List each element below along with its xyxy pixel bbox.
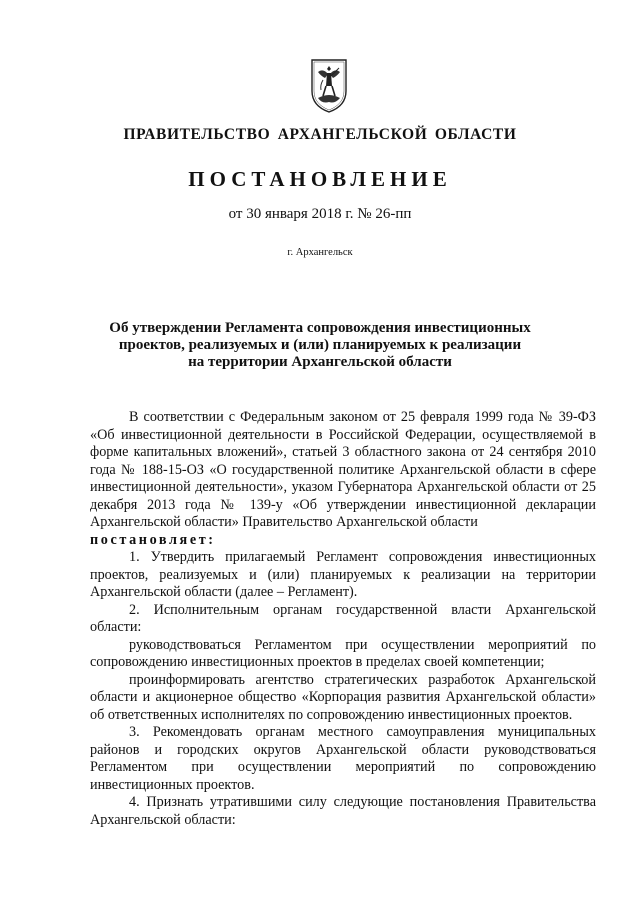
list-item: проинформировать агентство стратегических разработок Архангельской области и акционерное общество «Корпорация развития Архангельской области» об ответственных исполнителях по сопровождению инвестиционных проектов. <box>90 671 596 723</box>
coat-of-arms-emblem <box>309 58 349 114</box>
list-item: 1. Утвердить прилагаемый Регламент сопровождения инвестиционных проектов, реализуемых и (или) планируемых к реализации на территории Архангельской области (далее – Регламент). <box>90 549 596 600</box>
document-date-number: от 30 января 2018 г. № 26-пп <box>228 206 412 222</box>
title-line: на территории Архангельской области <box>188 354 452 370</box>
document-type-heading: ПОСТАНОВЛЕНИЕ <box>188 167 452 191</box>
government-name: ПРАВИТЕЛЬСТВО АРХАНГЕЛЬСКОЙ ОБЛАСТИ <box>123 126 517 143</box>
decree-word: постановляет <box>90 531 209 548</box>
decree-colon: : <box>208 531 214 548</box>
title-line: проектов, реализуемых и (или) планируемых к реализации <box>118 337 522 353</box>
document-title <box>100 320 540 371</box>
title-line: Об утверждении Регламента сопровождения инвестиционных <box>109 320 531 336</box>
preamble-text: В соответствии с Федеральным законом от 25 февраля 1999 года № 39-ФЗ «Об инвестиционной деятельности в Российской Федерации, осуществляемой в форме капитальных вложений», статьей 3 областного закона от 24 сентября 2010 года № 188-15-ОЗ «О государственной политике Архангельской области в сфере инвестиционной деятельности», указом Губернатора Архангельской области от 25 декабря 2013 года № 139-у «Об утверждении инвестиционной декларации Архангельской области» Правительство Архангельской области <box>90 409 596 530</box>
preamble-paragraph <box>90 409 596 549</box>
city-label: г. Архангельск <box>287 247 353 258</box>
list-item: 2. Исполнительным органам государственной власти Архангельской области: <box>90 601 596 635</box>
list-item: руководствоваться Регламентом при осуществлении мероприятий по сопровождению инвестиционных проектов в пределах своей компетенции; <box>90 636 596 670</box>
list-item: 3. Рекомендовать органам местного самоуправления муниципальных районов и городских округов Архангельской области руководствоваться Регламентом при осуществлении мероприятий по сопровождению инвестиционных проектов. <box>90 724 596 793</box>
list-item: 4. Признать утратившими силу следующие постановления Правительства Архангельской области: <box>90 794 596 828</box>
document-body <box>90 409 596 829</box>
